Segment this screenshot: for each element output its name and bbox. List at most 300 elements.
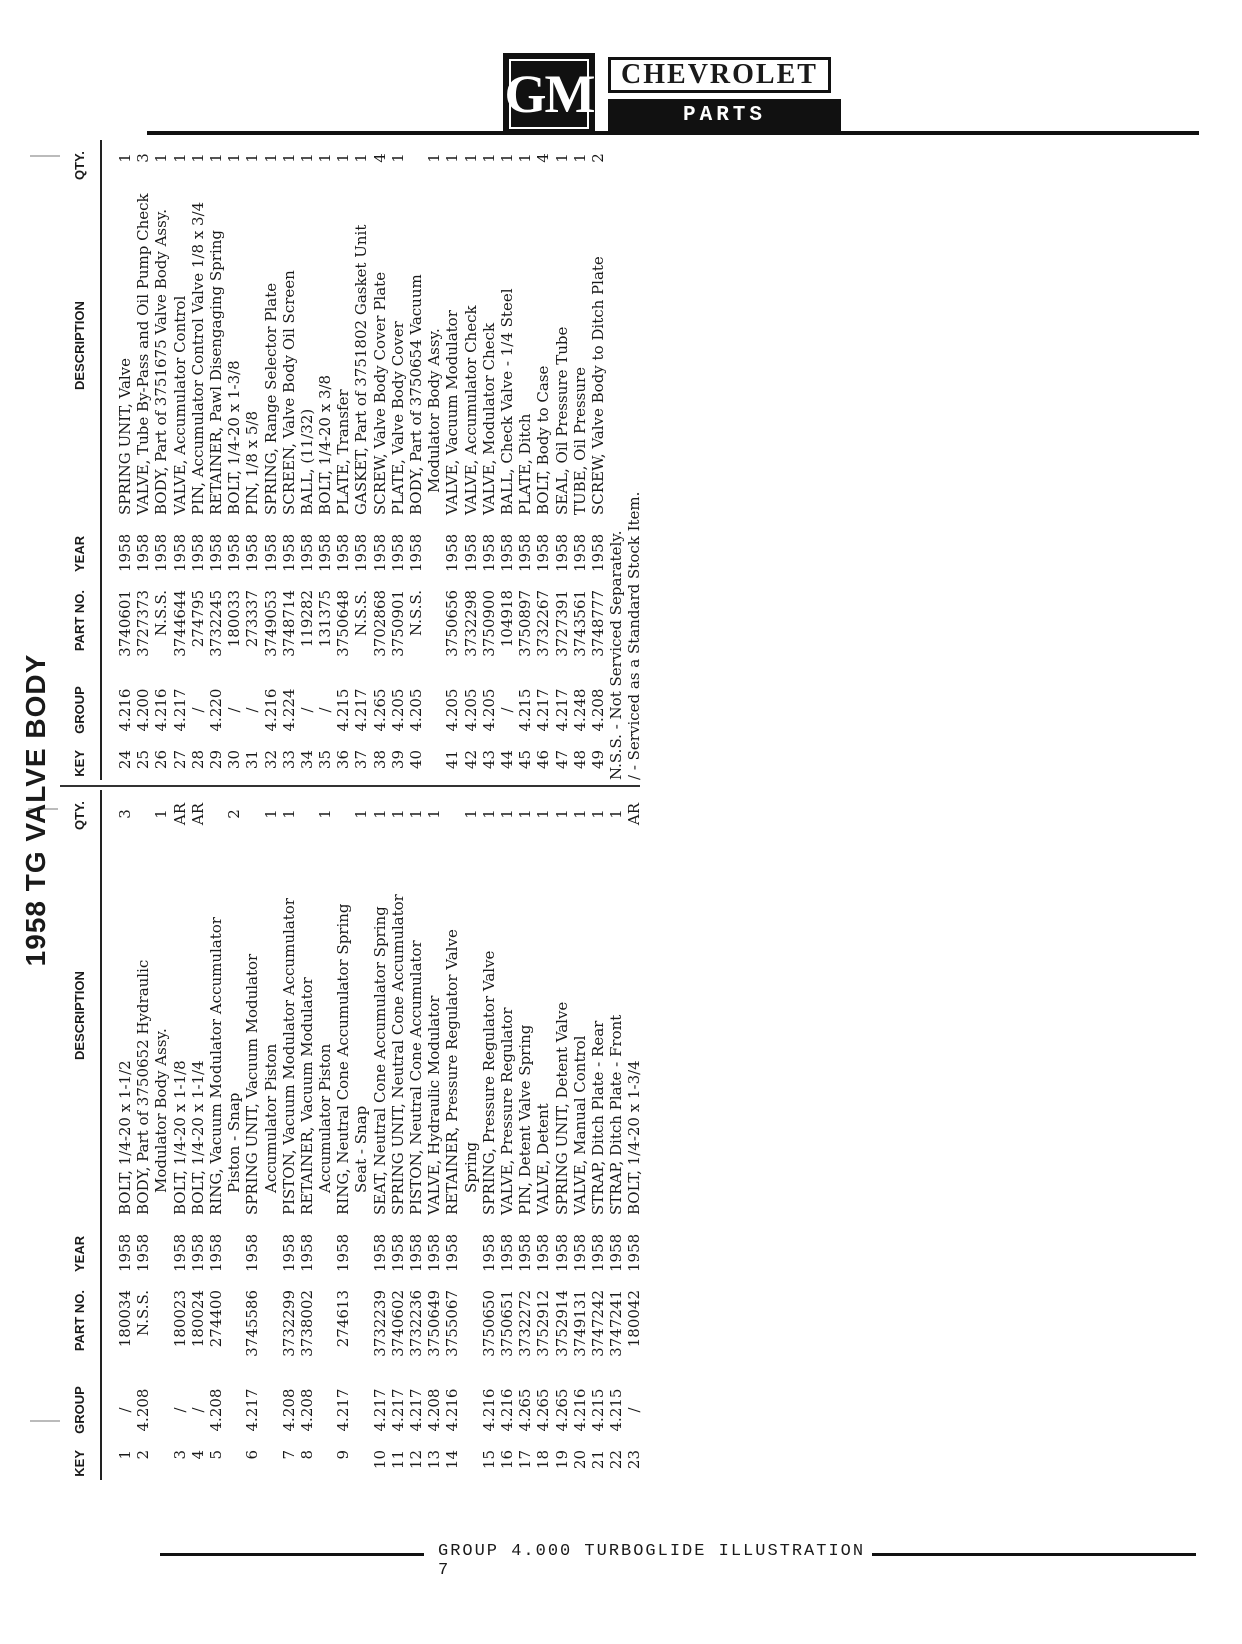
row-part-no: N.S.S. — [134, 1290, 153, 1336]
row-group: 4.265 — [516, 1388, 535, 1432]
row-key: 48 — [570, 750, 589, 770]
table-row — [152, 790, 170, 1480]
row-part-no: 3732272 — [516, 1290, 535, 1357]
row-year: 1958 — [407, 1233, 425, 1272]
brand-name: CHEVROLET — [608, 57, 831, 93]
table-row — [352, 790, 370, 1480]
gm-logo-text: GM — [504, 64, 594, 124]
row-group: 4.217 — [170, 688, 189, 732]
row-part-no: 3750648 — [334, 590, 353, 657]
row-description: VALVE, Manual Control — [570, 1035, 589, 1215]
row-group: / — [188, 1407, 207, 1413]
table-row — [498, 140, 516, 780]
row-key: 17 — [516, 1450, 535, 1470]
row-qty: 1 — [570, 153, 589, 163]
table-row — [280, 140, 298, 780]
row-description: PIN, Accumulator Control Valve 1/8 x 3/4 — [188, 201, 207, 515]
row-part-no: 3752914 — [552, 1290, 571, 1357]
table-row — [571, 140, 589, 780]
row-year: 1958 — [134, 533, 153, 572]
row-qty: 1 — [279, 809, 298, 819]
row-group: 4.205 — [407, 688, 425, 732]
row-part-no: 3747241 — [607, 1290, 626, 1357]
row-year: 1958 — [279, 1233, 298, 1272]
row-description: BALL, (11/32) — [297, 408, 316, 515]
row-group: 4.208 — [588, 688, 607, 732]
row-qty: 2 — [588, 153, 607, 163]
row-key: 24 — [116, 750, 134, 770]
row-part-no: 3732236 — [407, 1290, 425, 1357]
row-year: 1958 — [534, 1233, 553, 1272]
row-key: 36 — [334, 750, 353, 770]
header-key: KEY — [72, 1450, 87, 1477]
row-description: Accumulator Piston — [316, 1043, 335, 1193]
footer-caption: GROUP 4.000 TURBOGLIDE ILLUSTRATION 7 — [438, 1542, 866, 1580]
row-year: 1958 — [497, 1233, 516, 1272]
table-row — [589, 790, 607, 1480]
row-year: 1958 — [516, 533, 535, 572]
row-part-no: 3750650 — [479, 1290, 498, 1357]
row-qty: 1 — [261, 809, 280, 819]
row-description: SEAT, Neutral Cone Accumulator Spring — [370, 906, 389, 1215]
row-group: 4.265 — [552, 1388, 571, 1432]
row-year: 1958 — [170, 533, 189, 572]
row-qty: 1 — [534, 809, 553, 819]
row-group: 4.216 — [152, 688, 171, 732]
row-group: 4.215 — [607, 1388, 626, 1432]
catalogue-label: PARTS CATALOGUE — [608, 99, 841, 133]
row-part-no: 3748777 — [588, 590, 607, 657]
row-qty: 1 — [188, 153, 207, 163]
row-year: 1958 — [552, 1233, 571, 1272]
row-qty: 1 — [370, 809, 389, 819]
row-description: PIN, Detent Valve Spring — [516, 1024, 535, 1215]
header-part-no: PART NO. — [72, 1290, 87, 1352]
row-qty: 1 — [152, 153, 171, 163]
row-year: 1958 — [188, 533, 207, 572]
row-description: BOLT, 1/4-20 x 1-1/2 — [116, 1060, 134, 1215]
row-part-no: 3755067 — [443, 1290, 462, 1357]
table-row — [407, 140, 425, 780]
row-group: 4.205 — [443, 688, 462, 732]
row-part-no: N.S.S. — [407, 590, 425, 636]
header-group: GROUP — [72, 1386, 87, 1434]
row-group: 4.217 — [407, 1388, 425, 1432]
row-qty: 1 — [116, 153, 134, 163]
row-year: 1958 — [116, 533, 134, 572]
row-key: 20 — [570, 1450, 589, 1470]
row-qty: 1 — [388, 153, 407, 163]
table-row — [298, 790, 316, 1480]
table-row — [189, 790, 207, 1480]
row-key: 47 — [552, 750, 571, 770]
row-part-no: 3727391 — [552, 590, 571, 657]
table-header — [60, 140, 102, 780]
right-column-table — [60, 140, 644, 780]
row-key: 12 — [407, 1450, 425, 1470]
row-year: 1958 — [388, 533, 407, 572]
row-description: VALVE, Vacuum Modulator — [443, 310, 462, 515]
row-part-no: 3750651 — [497, 1290, 516, 1357]
row-part-no: 3752912 — [534, 1290, 553, 1357]
row-part-no: 3750897 — [516, 590, 535, 657]
row-year: 1958 — [407, 533, 425, 572]
row-year: 1958 — [134, 1233, 153, 1272]
row-description: Piston - Snap — [225, 1092, 244, 1193]
row-key: 34 — [297, 750, 316, 770]
row-year: 1958 — [261, 533, 280, 572]
row-part-no: 3750649 — [425, 1290, 444, 1357]
table-row — [607, 790, 625, 1480]
row-group: 4.208 — [279, 1388, 298, 1432]
table-row — [371, 140, 389, 780]
row-year: 1958 — [297, 533, 316, 572]
row-description: VALVE, Pressure Regulator — [497, 1007, 516, 1215]
row-qty: 1 — [461, 809, 480, 819]
row-qty: 2 — [225, 809, 244, 819]
header-year: YEAR — [72, 535, 87, 572]
table-row — [407, 790, 425, 1480]
row-key: 30 — [225, 750, 244, 770]
row-group: 4.217 — [243, 1388, 262, 1432]
row-description: SPRING, Range Selector Plate — [261, 282, 280, 515]
row-group: 4.205 — [388, 688, 407, 732]
row-group: 4.217 — [352, 688, 371, 732]
table-row — [207, 790, 225, 1480]
row-description: BOLT, Body to Case — [534, 365, 553, 515]
row-part-no: 3747242 — [588, 1290, 607, 1357]
row-year: 1958 — [152, 533, 171, 572]
footnote: / - Serviced as a Standard Stock Item. — [625, 491, 644, 780]
row-qty: 1 — [316, 809, 335, 819]
row-part-no: 274400 — [206, 1290, 225, 1348]
row-group: / — [625, 1407, 644, 1413]
row-year: 1958 — [334, 533, 353, 572]
gm-chevrolet-logo — [503, 53, 843, 161]
row-year: 1958 — [370, 1233, 389, 1272]
header-description: DESCRIPTION — [72, 971, 87, 1060]
row-part-no: 119282 — [297, 590, 316, 648]
table-row — [116, 140, 134, 780]
table-row — [498, 790, 516, 1480]
row-group: 4.208 — [297, 1388, 316, 1432]
row-year: 1958 — [279, 533, 298, 572]
row-group: / — [243, 707, 262, 713]
row-description: VALVE, Tube By-Pass and Oil Pump Check — [134, 193, 153, 515]
row-description: VALVE, Detent — [534, 1103, 553, 1215]
row-group: 4.216 — [479, 1388, 498, 1432]
row-qty: 1 — [479, 153, 498, 163]
header-qty: QTY. — [72, 151, 87, 180]
row-part-no: 180033 — [225, 590, 244, 648]
row-year: 1958 — [188, 1233, 207, 1272]
row-year: 1958 — [588, 1233, 607, 1272]
row-description: RING, Vacuum Modulator Accumulator — [206, 917, 225, 1215]
row-part-no: 3702868 — [370, 590, 389, 657]
row-group: 4.217 — [534, 688, 553, 732]
row-description: SPRING UNIT, Detent Valve — [552, 1001, 571, 1215]
row-group: 4.217 — [334, 1388, 353, 1432]
row-qty: 3 — [116, 809, 134, 819]
row-part-no: 3750656 — [443, 590, 462, 657]
row-year: 1958 — [607, 1233, 626, 1272]
footnote: N.S.S. - Not Serviced Separately. — [607, 530, 626, 780]
table-row — [425, 790, 443, 1480]
table-row — [462, 790, 480, 1480]
row-key: 37 — [352, 750, 371, 770]
row-part-no: 3740602 — [388, 1290, 407, 1357]
row-qty: 1 — [516, 809, 535, 819]
row-year: 1958 — [206, 533, 225, 572]
row-group: / — [188, 707, 207, 713]
table-row — [134, 140, 152, 780]
table-row — [280, 790, 298, 1480]
table-row — [134, 790, 152, 1480]
row-key: 22 — [607, 1450, 626, 1470]
row-group: 4.208 — [425, 1388, 444, 1432]
row-part-no: 3749053 — [261, 590, 280, 657]
row-description: RETAINER, Pressure Regulator Valve — [443, 929, 462, 1215]
row-year: 1958 — [352, 533, 371, 572]
row-group: / — [297, 707, 316, 713]
row-description: SCREEN, Valve Body Oil Screen — [279, 270, 298, 515]
table-row — [243, 140, 261, 780]
row-year: 1958 — [425, 1233, 444, 1272]
row-part-no: 3732245 — [206, 590, 225, 657]
table-row — [371, 790, 389, 1480]
row-description: TUBE, Oil Pressure — [570, 366, 589, 515]
row-part-no: 3750901 — [388, 590, 407, 657]
row-qty: 1 — [243, 153, 262, 163]
row-key: 27 — [170, 750, 189, 770]
header-part-no: PART NO. — [72, 590, 87, 652]
row-key: 38 — [370, 750, 389, 770]
footer-rule-right — [872, 1553, 1196, 1556]
row-qty: 4 — [370, 153, 389, 163]
row-group: 4.205 — [461, 688, 480, 732]
row-qty: 4 — [534, 153, 553, 163]
row-description: BOLT, 1/4-20 x 1-3/8 — [225, 360, 244, 515]
row-qty: 1 — [316, 153, 335, 163]
table-row — [480, 140, 498, 780]
header-key: KEY — [72, 750, 87, 777]
row-key: 31 — [243, 750, 262, 770]
row-qty: 1 — [516, 153, 535, 163]
row-key: 7 — [279, 1450, 298, 1460]
header-qty: QTY. — [72, 801, 87, 830]
table-row — [171, 790, 189, 1480]
row-group: 4.205 — [479, 688, 498, 732]
row-description: RETAINER, Vacuum Modulator — [297, 977, 316, 1215]
row-year: 1958 — [243, 533, 262, 572]
row-key: 5 — [206, 1450, 225, 1460]
row-description: SPRING UNIT, Valve — [116, 357, 134, 515]
row-qty: 1 — [552, 153, 571, 163]
table-row — [571, 790, 589, 1480]
row-description: BODY, Part of 3750654 Vacuum — [407, 274, 425, 515]
table-row — [516, 790, 534, 1480]
row-part-no: 3727373 — [134, 590, 153, 657]
row-key: 28 — [188, 750, 207, 770]
row-group: 4.248 — [570, 688, 589, 732]
row-qty: AR — [625, 802, 644, 826]
row-group: 4.265 — [534, 1388, 553, 1432]
header-year: YEAR — [72, 1235, 87, 1272]
row-group: / — [316, 707, 335, 713]
row-key: 3 — [170, 1450, 189, 1460]
row-description: Seat - Snap — [352, 1105, 371, 1193]
notes — [607, 492, 643, 780]
row-qty: AR — [188, 802, 207, 826]
row-group: / — [116, 1407, 134, 1413]
row-qty: 1 — [425, 809, 444, 819]
row-key: 1 — [116, 1450, 134, 1460]
row-year: 1958 — [170, 1233, 189, 1272]
row-part-no: 274613 — [334, 1290, 353, 1348]
row-year: 1958 — [297, 1233, 316, 1272]
row-key: 49 — [588, 750, 607, 770]
table-row — [352, 140, 370, 780]
row-qty: 1 — [261, 153, 280, 163]
row-qty: 1 — [443, 153, 462, 163]
row-part-no: 3738002 — [297, 1290, 316, 1357]
row-part-no: 273337 — [243, 590, 262, 648]
row-key: 11 — [388, 1450, 407, 1470]
table-header — [60, 790, 102, 1480]
table-row — [443, 140, 461, 780]
table-row — [316, 790, 334, 1480]
parts-table-page — [20, 140, 644, 1480]
row-key: 14 — [443, 1450, 462, 1470]
table-row — [334, 790, 352, 1480]
row-description: Accumulator Piston — [261, 1043, 280, 1193]
table-row — [389, 140, 407, 780]
table-row — [443, 790, 461, 1480]
row-qty: 1 — [425, 153, 444, 163]
table-row — [534, 790, 552, 1480]
row-qty: 1 — [225, 153, 244, 163]
row-key: 44 — [497, 750, 516, 770]
table-row — [207, 140, 225, 780]
row-qty: 3 — [134, 153, 153, 163]
row-description: VALVE, Accumulator Check — [461, 305, 480, 515]
row-description: BOLT, 1/4-20 x 1-3/4 — [625, 1060, 644, 1215]
footer-rule-left — [160, 1553, 424, 1556]
row-key: 32 — [261, 750, 280, 770]
row-qty: 1 — [552, 809, 571, 819]
row-key: 4 — [188, 1450, 207, 1460]
row-description: VALVE, Modulator Check — [479, 322, 498, 515]
row-part-no: 3740601 — [116, 590, 134, 657]
row-group: 4.217 — [552, 688, 571, 732]
table-row — [625, 790, 643, 1480]
row-group: 4.208 — [206, 1388, 225, 1432]
row-part-no: 180024 — [188, 1290, 207, 1348]
table-row — [480, 790, 498, 1480]
table-row — [262, 790, 280, 1480]
row-year: 1958 — [497, 533, 516, 572]
row-description: Spring — [461, 1141, 480, 1193]
row-group: 4.208 — [134, 1388, 153, 1432]
row-key: 29 — [206, 750, 225, 770]
table-row — [243, 790, 261, 1480]
row-group: 4.216 — [443, 1388, 462, 1432]
row-group: 4.215 — [516, 688, 535, 732]
row-part-no: 274795 — [188, 590, 207, 648]
row-description: PLATE, Ditch — [516, 413, 535, 515]
row-part-no: 3748714 — [279, 590, 298, 657]
row-group: 4.224 — [279, 688, 298, 732]
row-part-no: 3732239 — [370, 1290, 389, 1357]
table-row — [534, 140, 552, 780]
table-row — [298, 140, 316, 780]
row-key: 26 — [152, 750, 171, 770]
row-key: 18 — [534, 1450, 553, 1470]
table-row — [389, 790, 407, 1480]
row-part-no: 131375 — [316, 590, 335, 648]
row-description: BOLT, 1/4-20 x 1-1/4 — [188, 1060, 207, 1215]
row-group: 4.265 — [370, 688, 389, 732]
header-group: GROUP — [72, 686, 87, 734]
row-description: SPRING UNIT, Vacuum Modulator — [243, 953, 262, 1215]
row-key: 23 — [625, 1450, 644, 1470]
row-year: 1958 — [570, 533, 589, 572]
table-row — [262, 140, 280, 780]
table-row — [189, 140, 207, 780]
row-year: 1958 — [388, 1233, 407, 1272]
row-year: 1958 — [588, 533, 607, 572]
row-year: 1958 — [370, 533, 389, 572]
row-part-no: N.S.S. — [352, 590, 371, 636]
row-qty: 1 — [570, 809, 589, 819]
row-description: PISTON, Vacuum Modulator Accumulator — [279, 898, 298, 1215]
row-part-no: 3732298 — [461, 590, 480, 657]
row-part-no: 180042 — [625, 1290, 644, 1348]
row-part-no: 3749131 — [570, 1290, 589, 1357]
row-year: 1958 — [516, 1233, 535, 1272]
row-qty: 1 — [297, 153, 316, 163]
gm-logo-mark — [503, 53, 595, 135]
row-key: 41 — [443, 750, 462, 770]
row-description: RING, Neutral Cone Accumulator Spring — [334, 903, 353, 1215]
row-part-no: N.S.S. — [152, 590, 171, 636]
row-key: 40 — [407, 750, 425, 770]
row-group: 4.220 — [206, 688, 225, 732]
row-key: 33 — [279, 750, 298, 770]
row-description: BALL, Check Valve - 1/4 Steel — [497, 288, 516, 515]
table-row — [589, 140, 607, 780]
header-description: DESCRIPTION — [72, 301, 87, 390]
row-description: SPRING UNIT, Neutral Cone Accumulator — [388, 894, 407, 1215]
row-description: STRAP, Ditch Plate - Rear — [588, 1020, 607, 1215]
row-description: SCREW, Valve Body Cover Plate — [370, 271, 389, 515]
row-part-no: 3732267 — [534, 590, 553, 657]
table-row — [553, 790, 571, 1480]
row-description: GASKET, Part of 3751802 Gasket Unit — [352, 224, 371, 515]
row-key: 10 — [370, 1450, 389, 1470]
row-description: Modulator Body Assy. — [152, 1028, 171, 1193]
table-row — [516, 140, 534, 780]
row-description: VALVE, Hydraulic Modulator — [425, 995, 444, 1215]
row-group: 4.200 — [134, 688, 153, 732]
row-group: 4.216 — [116, 688, 134, 732]
row-key: 15 — [479, 1450, 498, 1470]
row-key: 19 — [552, 1450, 571, 1470]
row-qty: 1 — [497, 153, 516, 163]
row-qty: 1 — [170, 153, 189, 163]
row-qty: 1 — [407, 809, 425, 819]
parts-table — [60, 140, 644, 1480]
